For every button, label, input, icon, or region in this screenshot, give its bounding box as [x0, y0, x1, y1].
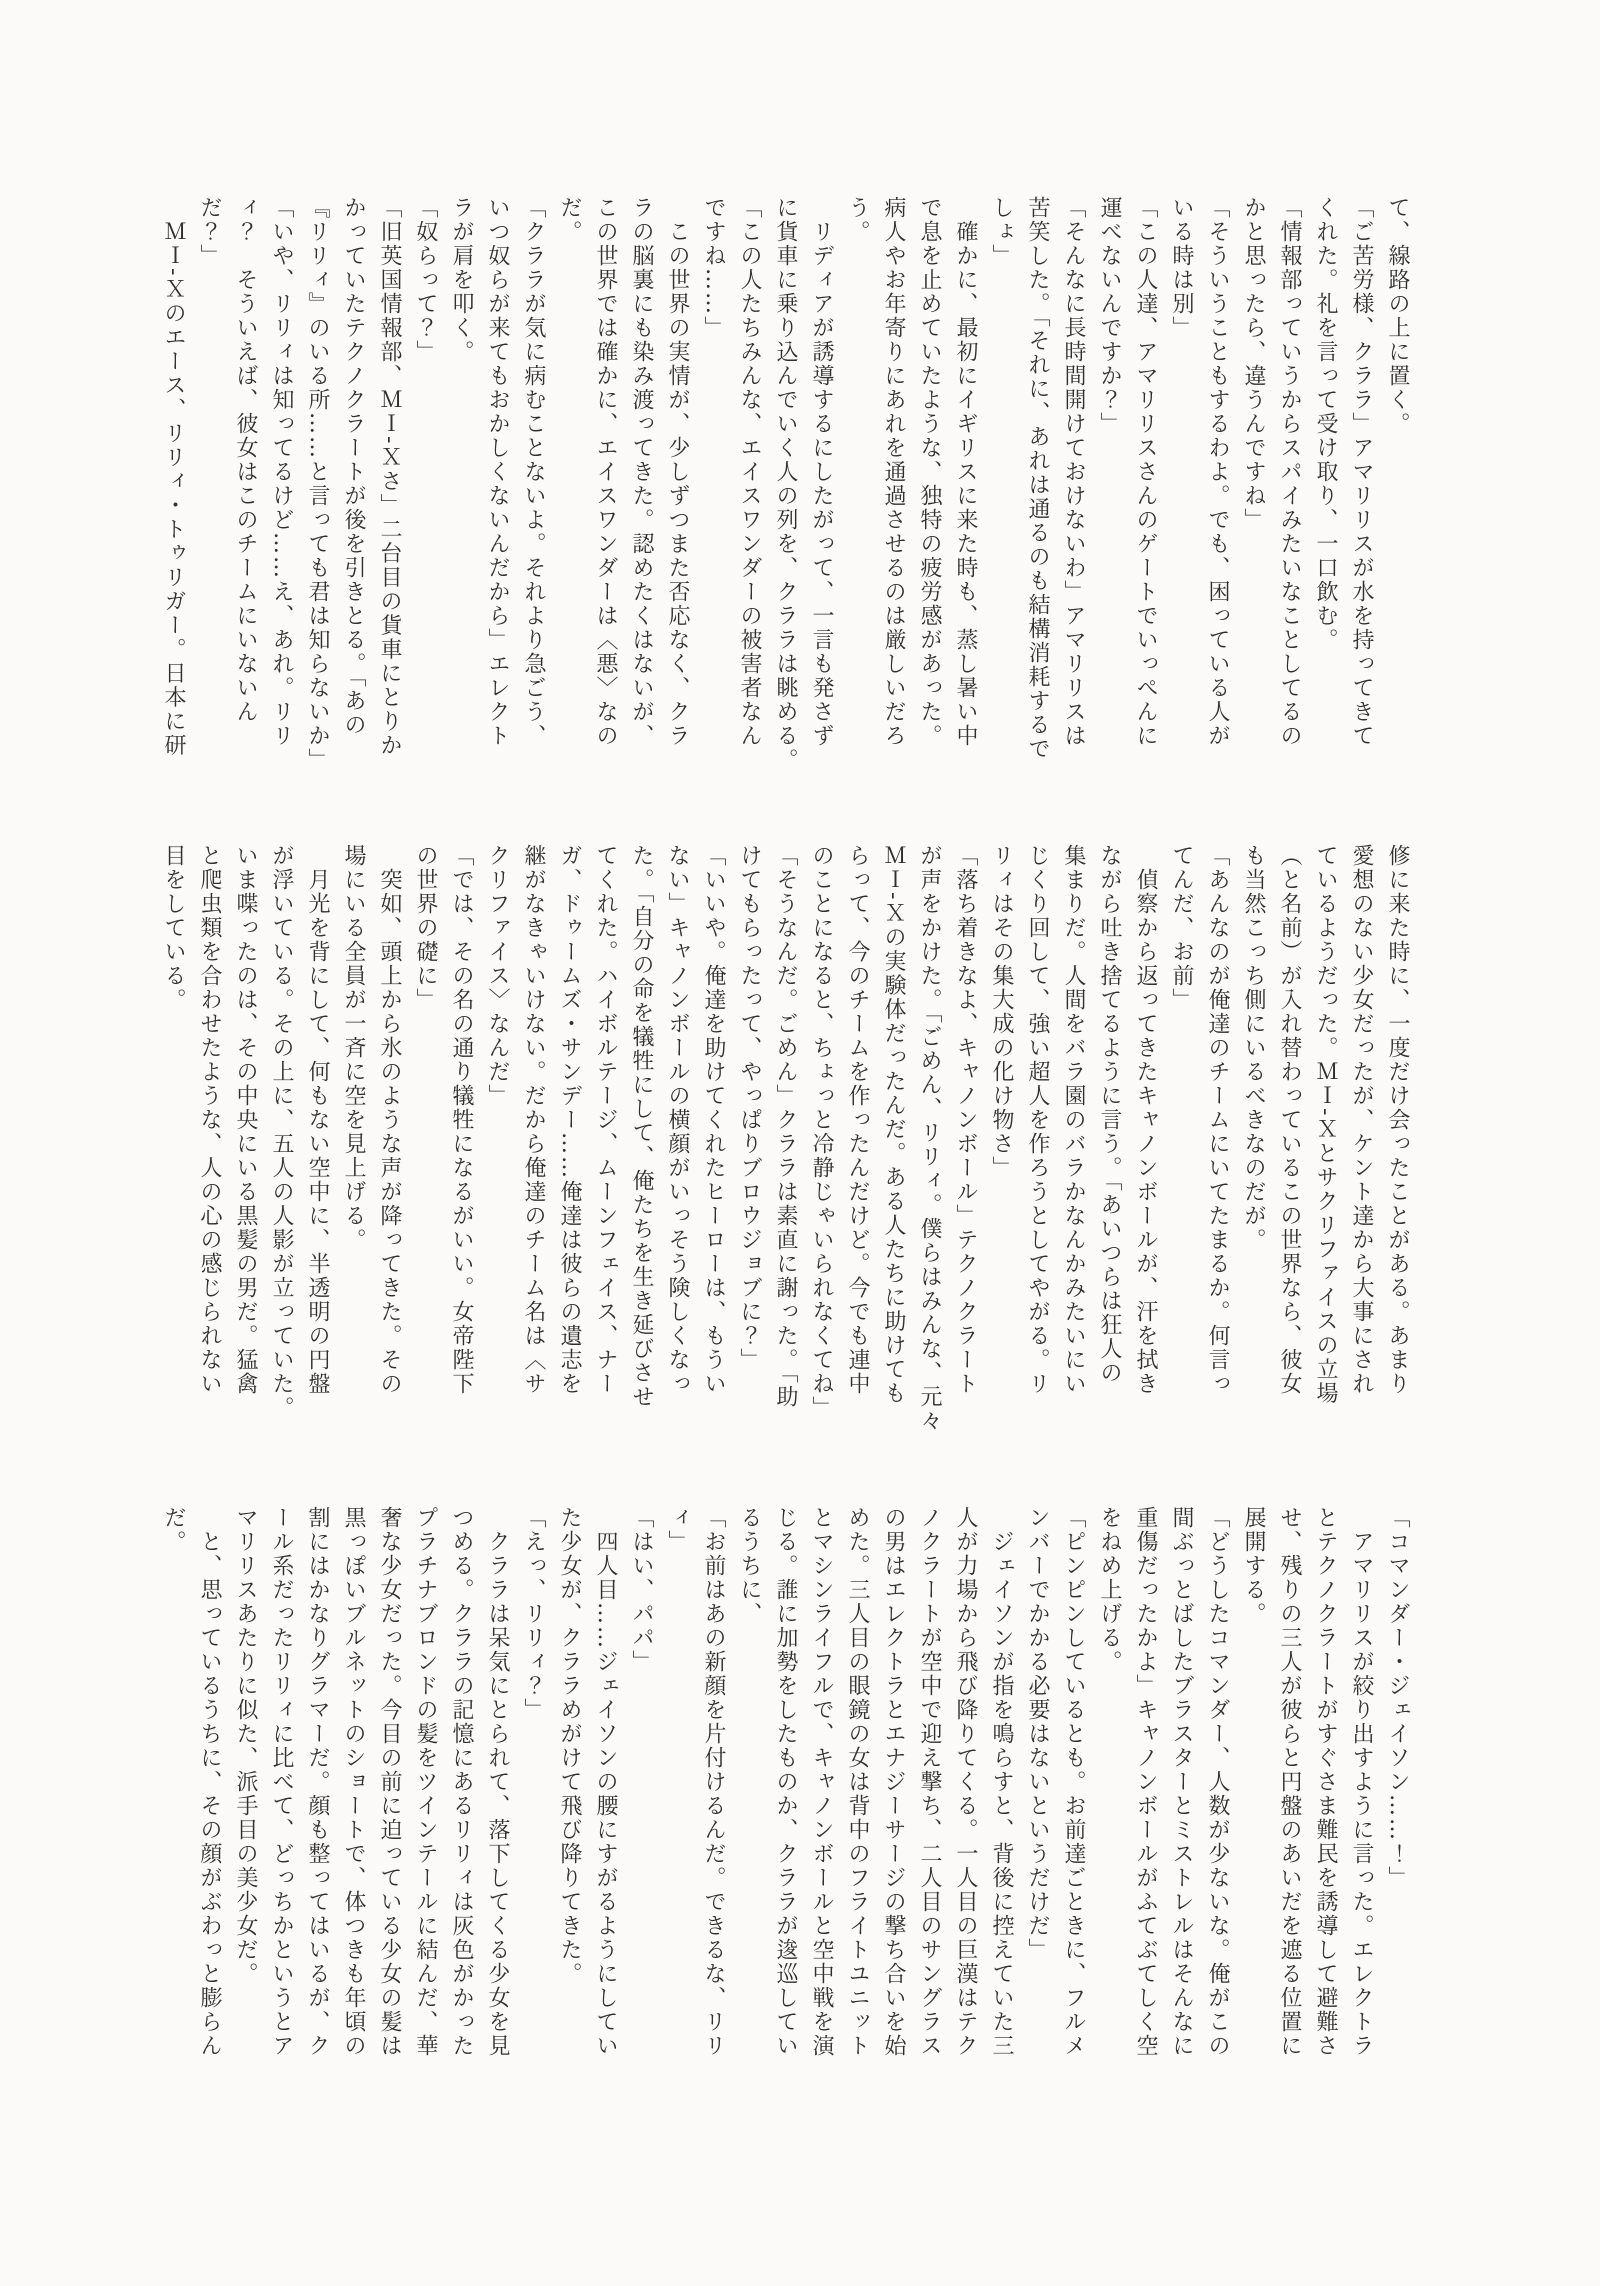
text-line: 「情報部っていうからスパイみたいなことしてるの — [1277, 196, 1302, 748]
text-line: 割にはかなりグラマーだ。顔も整ってはいるが、ク — [305, 1506, 330, 2058]
text-line: いま喋ったのは、その中央にいる黒髪の男だ。猛禽 — [233, 844, 258, 1396]
text-line: めた。三人目の眼鏡の女は背中のフライトユニット — [845, 1506, 870, 2058]
text-line: じくり回して、強い超人を作ろうとしてやがる。リ — [1025, 844, 1050, 1396]
text-line: 継がなきゃいけない。だから俺達のチーム名は〈サ — [521, 844, 546, 1396]
text-line: 修に来た時に、一度だけ会ったことがある。あまり — [1385, 844, 1410, 1396]
text-line: だ？」 — [197, 196, 222, 268]
text-line: 「ご苦労様、クララ」アマリリスが水を持ってきて — [1349, 196, 1374, 748]
text-line: た少女が、クララめがけて飛び降りてきた。 — [557, 1506, 582, 1986]
text-line: けてもらったって、やっぱりブロウジョブに？」 — [737, 844, 762, 1372]
text-line: 偵察から返ってきたキャノンボールが、汗を拭き — [1133, 844, 1158, 1396]
text-line: で息を止めていたような、独特の疲労感があった。 — [917, 196, 942, 748]
text-line: 「そうなんだ。ごめん」クララは素直に謝った。「助 — [773, 844, 798, 1409]
text-line: ィ」 — [665, 1506, 690, 1554]
text-line: ない」キャノンボールの横顔がいっそう険しくなっ — [665, 844, 690, 1396]
text-line: も当然こっち側にいるべきなのだが。 — [1241, 844, 1266, 1252]
text-line: てんだ、お前」 — [1169, 844, 1194, 1012]
text-line: かと思ったら、違うんですね」 — [1241, 196, 1266, 532]
text-line: 「落ち着きなよ、キャノンボール」テクノクラート — [953, 844, 978, 1396]
text-line: 「お前はあの新顔を片付けるんだ。できるな、リリ — [701, 1506, 726, 2058]
text-line: 間ぶっとばしたブラスターとミストレルはそんなに — [1169, 1506, 1194, 2058]
text-line: ジェイソンが指を鳴らすと、背後に控えていた三 — [989, 1506, 1014, 2058]
text-line: ですね……」 — [701, 196, 726, 340]
text-line: この世界の実情が、少しずつまた否応なく、クラ — [665, 196, 690, 748]
text-line: 奢な少女だった。今目の前に迫っている少女の髪は — [377, 1506, 402, 2058]
text-line: が浮いている。その上に、五人の人影が立っていた。 — [269, 844, 294, 1420]
text-line: ンバーでかかる必要はないというだけだ」 — [1025, 1506, 1050, 1962]
text-line: 「えっ、リリィ？」 — [521, 1506, 546, 1722]
text-line: 「どうしたコマンダー、人数が少ないな。俺がこの — [1205, 1506, 1230, 2058]
text-line: アマリリスが絞り出すように言った。エレクトラ — [1349, 1506, 1374, 2058]
text-line: 突如、頭上から氷のような声が降ってきた。その — [377, 844, 402, 1396]
text-line: ているようだった。ＭＩ‐Ｘとサクリファイスの立場 — [1313, 844, 1338, 1406]
text-line: ラが肩を叩く。 — [449, 196, 474, 364]
text-line: 愛想のない少女だったが、ケント達から大事にされ — [1349, 844, 1374, 1396]
text-line: 重傷だったかよ」キャノンボールがふてぶてしく空 — [1133, 1506, 1158, 2058]
text-line: マリリスあたりに似た、派手目の美少女だ。 — [233, 1506, 258, 1986]
text-line: かっていたテクノクラートが後を引きとる。「あの — [341, 196, 366, 737]
text-line: う。 — [845, 196, 870, 244]
text-line: リィはその集大成の化け物さ」 — [989, 844, 1014, 1180]
text-line: と、思っているうちに、その顔がぶわっと膨らん — [197, 1506, 222, 2058]
text-line: ガ、ドゥームズ・サンデー……俺達は彼らの遺志を — [557, 844, 582, 1396]
text-line: 「奴らって？」 — [413, 196, 438, 364]
text-line: 黒っぽいブルネットのショートで、体つきも年頃の — [341, 1506, 366, 2058]
text-line: 「旧英国情報部、ＭＩ‐Ｘさ」二台目の貨車にとりか — [377, 196, 402, 758]
text-line: じる。誰に加勢をしたものか、クララが逡巡してい — [773, 1506, 798, 2058]
text-line: ィ？ そういえば、彼女はこのチームにいないん — [233, 196, 258, 724]
text-line: 「ピンピンしているとも。お前達ごときに、フルメ — [1061, 1506, 1086, 2058]
text-line: ＭＩ‐Ｘのエース、リリィ・トゥリガー。日本に研 — [161, 196, 186, 758]
text-line: 「では、その名の通り犠牲になるがいい。女帝陛下 — [449, 844, 474, 1396]
text-line: くれた。礼を言って受け取り、一口飲む。 — [1313, 196, 1338, 652]
text-line: 「そういうこともするわよ。でも、困っている人が — [1205, 196, 1230, 748]
text-line: 月光を背にして、何もない空中に、半透明の円盤 — [305, 844, 330, 1396]
text-line: 「はい、パパ」 — [629, 1506, 654, 1674]
text-line: た。「自分の命を犠牲にして、俺たちを生き延びさせ — [629, 844, 654, 1409]
text-line: クリファイス〉なんだ」 — [485, 844, 510, 1108]
text-line: てくれた。ハイボルテージ、ムーンフェイス、ナー — [593, 844, 618, 1396]
text-line: 「いや、リリィは知ってるけど……え、あれ。リリ — [269, 196, 294, 748]
text-line: つめる。クララの記憶にあるリリィは灰色がかった — [449, 1506, 474, 2058]
text-line: の世界の礎に」 — [413, 844, 438, 1012]
text-line: 病人やお年寄りにあれを通過させるのは厳しいだろ — [881, 196, 906, 748]
text-line: ノクラートが空中で迎え撃ち、二人目のサングラス — [917, 1506, 942, 2058]
text-line: しょ」 — [989, 196, 1014, 268]
text-line: が声をかけた。「ごめん、リリィ。僕らはみんな、元々 — [917, 844, 942, 1433]
text-line: せ、残りの三人が彼らと円盤のあいだを遮る位置に — [1277, 1506, 1302, 2058]
text-line: 「クララが気に病むことないよ。それより急ごう、 — [521, 196, 546, 748]
text-line: 「コマンダー・ジェイソン……！」 — [1385, 1506, 1410, 1890]
text-line: クララは呆気にとられて、落下してくる少女を見 — [485, 1506, 510, 2058]
text-line: に貨車に乗り込んでいく人の列を、クララは眺める。 — [773, 196, 798, 772]
text-line: て、線路の上に置く。 — [1385, 196, 1410, 436]
text-line: 集まりだ。人間をバラ園のバラかなんかみたいにい — [1061, 844, 1086, 1396]
text-line: 『リリィ』のいる所……と言っても君は知らないか」 — [305, 196, 330, 772]
text-line: 目をしている。 — [161, 844, 186, 1012]
text-block-top — [155, 196, 1415, 784]
text-line: ＭＩ‐Ｘの実験体だったんだ。ある人たちに助けても — [881, 844, 906, 1406]
text-line: とテクノクラートがすぐさま難民を誘導して避難さ — [1313, 1506, 1338, 2058]
text-line: 四人目……ジェイソンの腰にすがるようにしてい — [593, 1506, 618, 2058]
text-line: の男はエレクトラとエナジーサージの撃ち合いを始 — [881, 1506, 906, 2058]
text-line: ながら吐き捨てるように言う。「あいつらは狂人の — [1097, 844, 1122, 1385]
text-line: （と名前）が入れ替わっているこの世界なら、彼女 — [1277, 844, 1302, 1396]
text-line: いつ奴らが来てもおかしくないんだから」エレクト — [485, 196, 510, 748]
text-line: だ。 — [161, 1506, 186, 1554]
text-line: 確かに、最初にイギリスに来た時も、蒸し暑い中 — [953, 196, 978, 748]
text-line: 苦笑した。「それに、あれは通るのも結構消耗するで — [1025, 196, 1050, 761]
text-line: 「この人達、アマリリスさんのゲートでいっぺんに — [1133, 196, 1158, 748]
text-line: プラチナブロンドの髪をツインテールに結んだ、華 — [413, 1506, 438, 2058]
text-line: 「そんなに長時間開けておけないわ」アマリリスは — [1061, 196, 1086, 748]
text-line: 展開する。 — [1241, 1506, 1266, 1626]
text-block-bottom — [155, 1506, 1415, 2094]
text-line: 「あんなのが俺達のチームにいてたまるか。何言っ — [1205, 844, 1230, 1396]
text-line: 「この人たちみんな、エイスワンダーの被害者なん — [737, 196, 762, 748]
text-line: 「いいや。俺達を助けてくれたヒーローは、もうい — [701, 844, 726, 1396]
text-line: 場にいる全員が一斉に空を見上げる。 — [341, 844, 366, 1252]
text-line: ール系だったリリィに比べて、どっちかというとア — [269, 1506, 294, 2058]
text-line: るうちに、 — [737, 1506, 762, 1626]
text-line: リディアが誘導するにしたがって、一言も発さず — [809, 196, 834, 748]
text-line: 人が力場から飛び降りてくる。一人目の巨漢はテク — [953, 1506, 978, 2058]
text-line: のことになると、ちょっと冷静じゃいられなくてね」 — [809, 844, 834, 1420]
text-line: だ。 — [557, 196, 582, 244]
text-line: この世界では確かに、エイスワンダーは〈悪〉なの — [593, 196, 618, 748]
text-line: いる時は別」 — [1169, 196, 1194, 340]
text-line: をねめ上げる。 — [1097, 1506, 1122, 1674]
text-block-middle — [155, 844, 1415, 1432]
text-line: 運べないんですか？」 — [1097, 196, 1122, 436]
text-line: とマシンライフルで、キャノンボールと空中戦を演 — [809, 1506, 834, 2058]
text-line: ラの脳裏にも染み渡ってきた。認めたくはないが、 — [629, 196, 654, 748]
text-line: らって、今のチームを作ったんだけど。今でも連中 — [845, 844, 870, 1396]
text-line: と爬虫類を合わせたような、人の心の感じられない — [197, 844, 222, 1396]
